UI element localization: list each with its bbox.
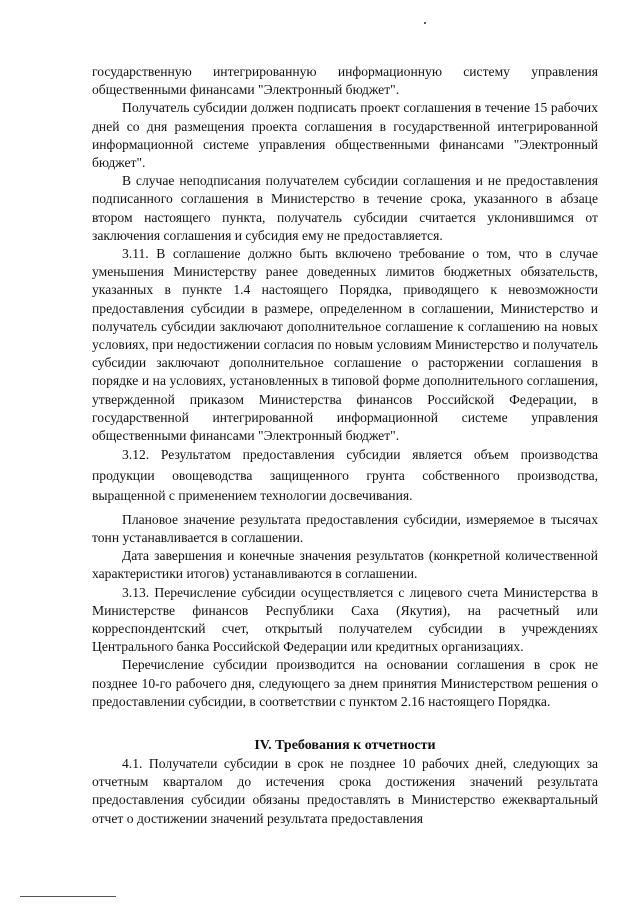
footnote-divider xyxy=(20,896,116,897)
paragraph-non-signing: В случае неподписания получателем субсидии соглашения и не предоставления подписанного соглашения в Министерство в течение срока, указанного в абзаце втором настоящего пункта, получатель субсидии считается уклонившимся от заключения соглашения и субсидия ему не предоставляется. xyxy=(92,173,598,243)
document-body xyxy=(92,63,598,828)
paragraph-3-13: 3.13. Перечисление субсидии осуществляется с лицевого счета Министерства в Министерстве финансов Республики Саха (Якутия), на расчетный или корреспондентский счет, открытый получателем субсидии в учреждениях Центрального банка Российской Федерации или кредитных организациях. xyxy=(92,584,598,655)
scan-speck xyxy=(424,22,426,24)
paragraph-signing-deadline: Получатель субсидии должен подписать проект соглашения в течение 15 рабочих дней со дня размещения проекта соглашения в государственной интегрированной информационной системе управления общественными финансами "Электронный бюджет". xyxy=(92,100,598,171)
paragraph-3-11: 3.11. В соглашение должно быть включено требование о том, что в случае уменьшения Министерству ранее доведенных лимитов бюджетных обязательств, указанных в пункте 1.4 настоящего Порядка, приводящего к невозможности предоставления субсидии в размере, определенном в соглашении, Министерство и получатель субсидии заключают дополнительное соглашение к соглашению на новых условиях, при недостижении согласия по новым условиям Министерство и получатель субсидии заключают дополнительное соглашение о расторжении соглашения в порядке и на условиях, установленных в типовой форме дополнительного соглашения, утвержденной приказом Министерства финансов Российской Федерации, в государственной интегрированной информационной системе управления общественными финансами "Электронный бюджет". xyxy=(92,246,598,444)
section-heading-reporting: IV. Требования к отчетности xyxy=(254,738,436,753)
paragraph-transfer-timing: Перечисление субсидии производится на основании соглашения в срок не позднее 10-го рабочего дня, следующего за днем принятия Министерством решения о предоставлении субсидии, в соответствии с пунктом 2.16 настоящего Порядка. xyxy=(92,657,598,709)
paragraph-continuation: государственную интегрированную информационную систему управления общественными финансами "Электронный бюджет". xyxy=(92,64,598,98)
paragraph-4-1: 4.1. Получатели субсидии в срок не позднее 10 рабочих дней, следующих за отчетным кварталом до истечения срока достижения значений результата предоставления субсидии обязаны предоставлять в Министерство ежеквартальный отчет о достижении значений результата предоставления xyxy=(92,756,598,826)
paragraph-3-12: 3.12. Результатом предоставления субсидии является объем производства продукции овощеводства защищенного грунта собственного производства, выращенной с применением технологии досвечивания. xyxy=(92,447,598,504)
paragraph-planned-value: Плановое значение результата предоставления субсидии, измеряемое в тысячах тонн устанавливается в соглашении. xyxy=(92,511,598,545)
paragraph-completion-date: Дата завершения и конечные значения результатов (конкретной количественной характеристики итогов) устанавливаются в соглашении. xyxy=(92,548,598,582)
